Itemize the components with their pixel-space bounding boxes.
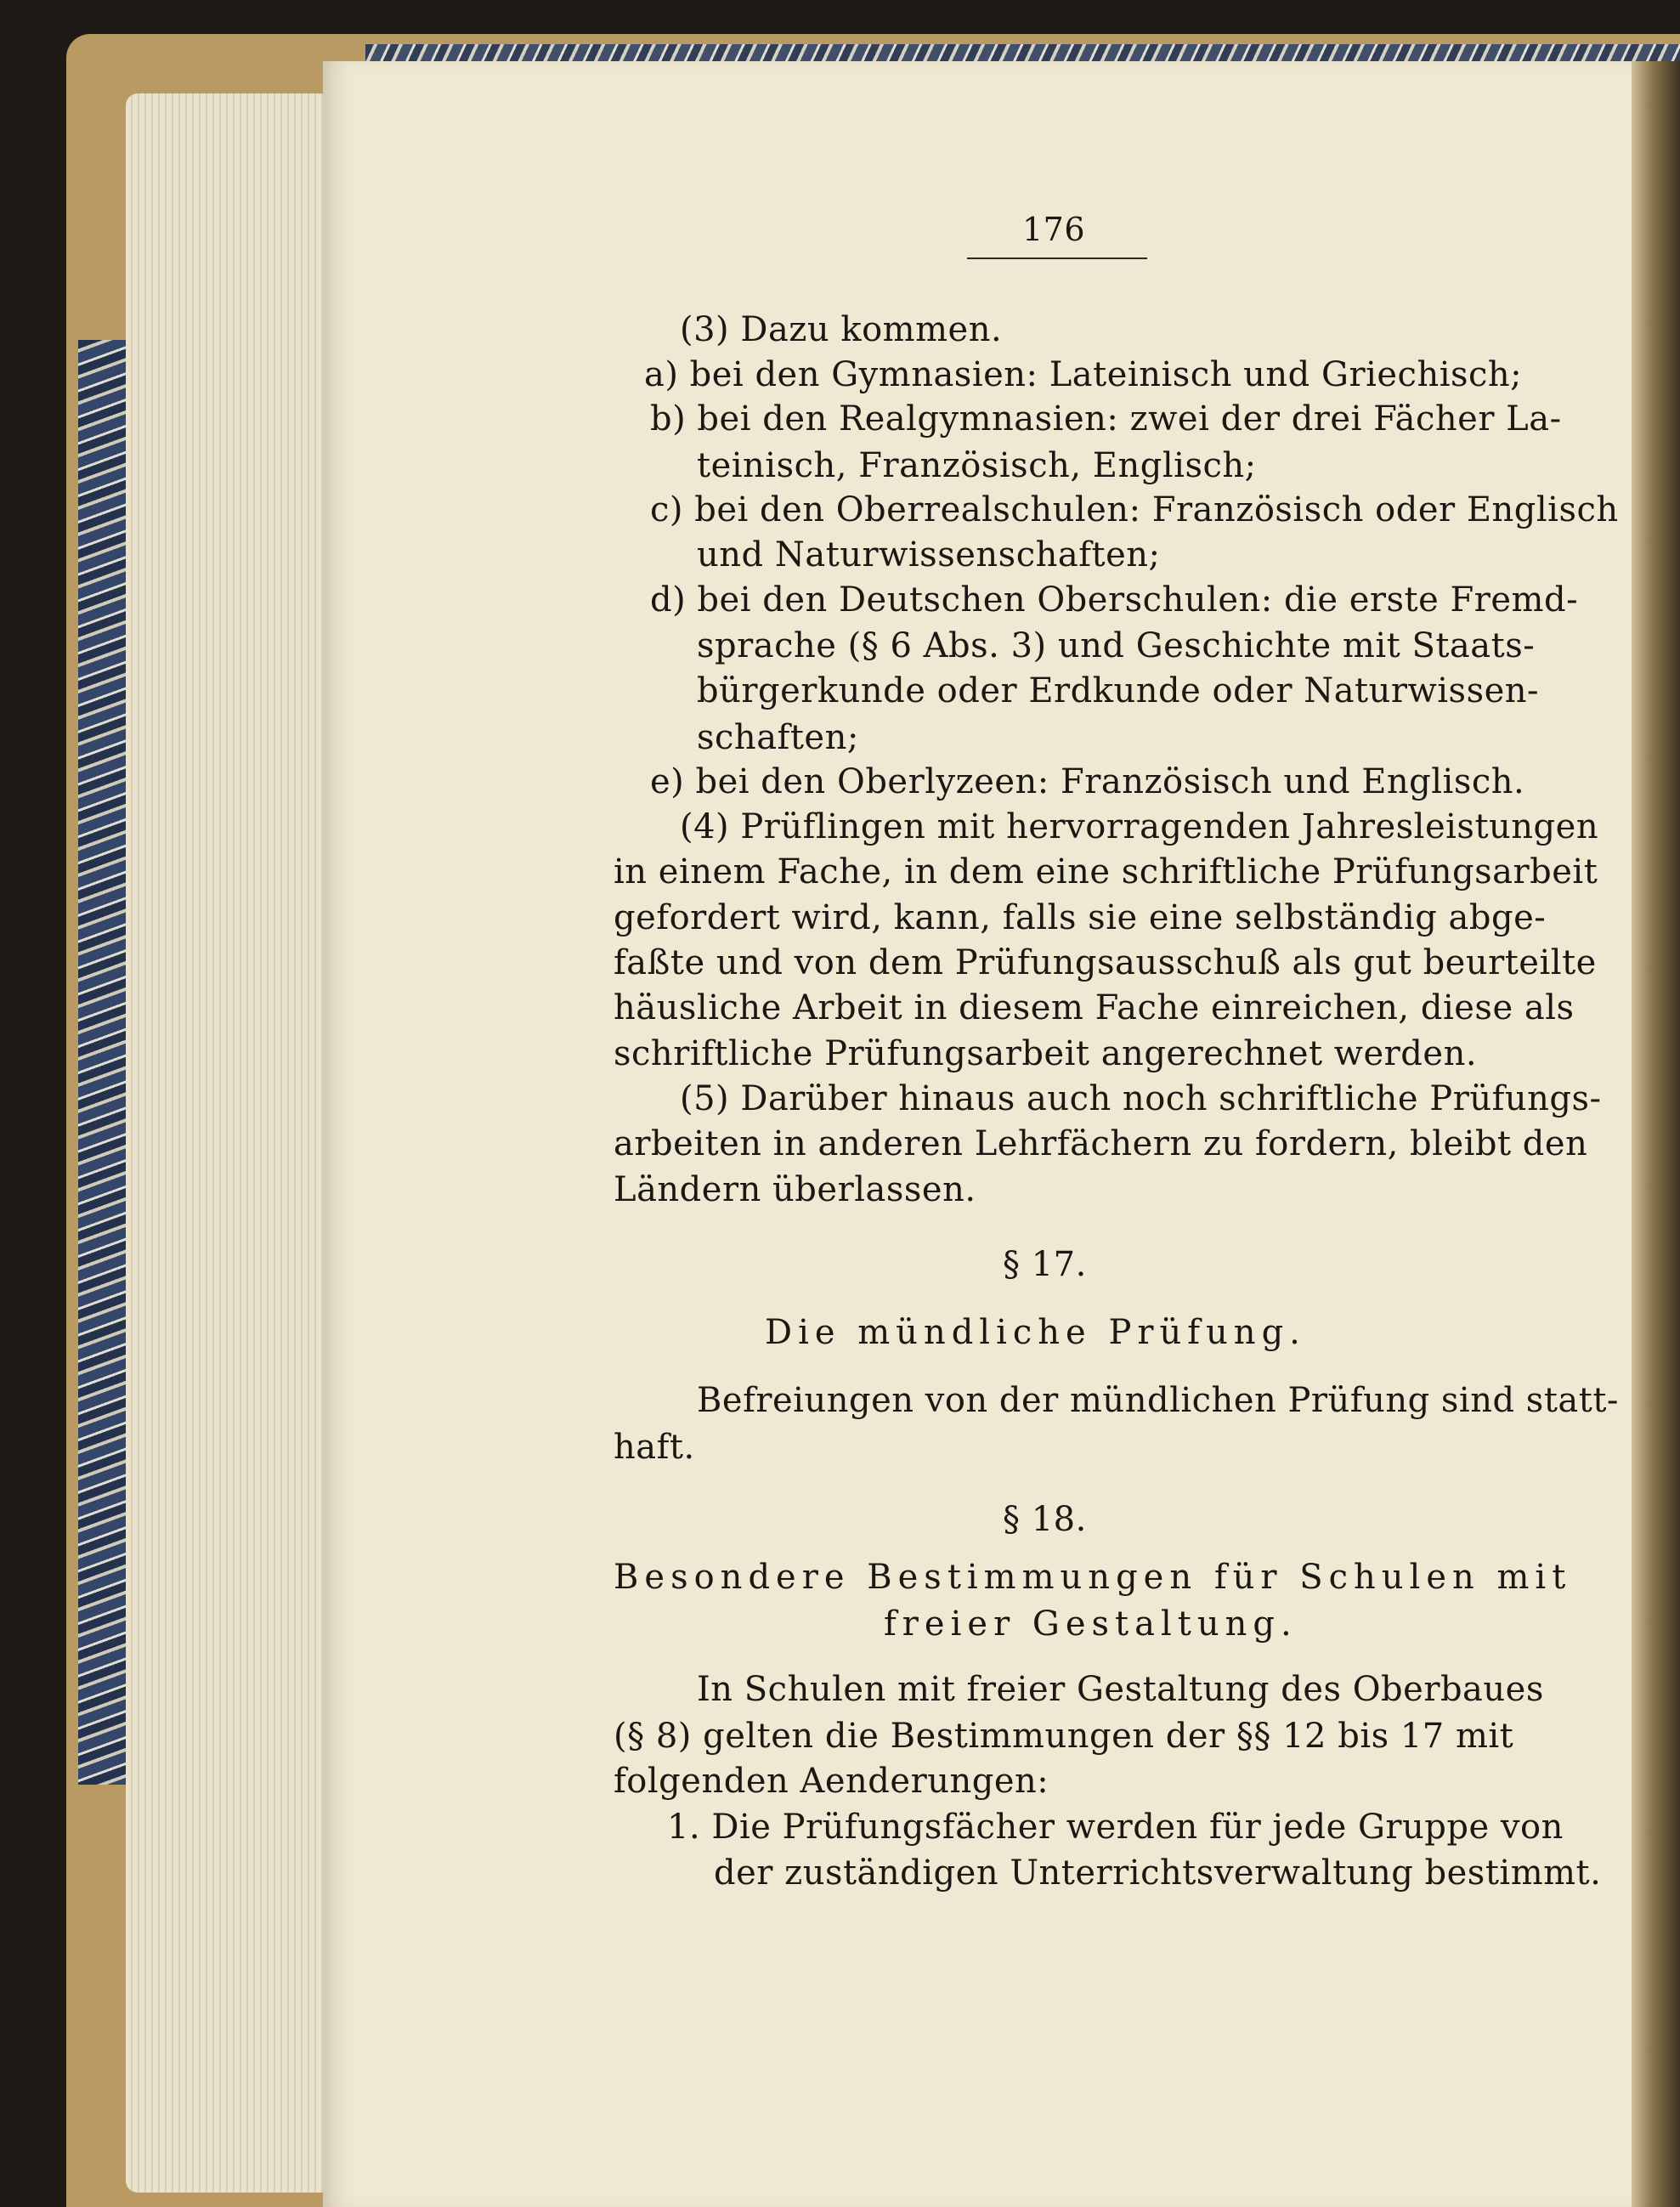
text-line: sprache (§ 6 Abs. 3) und Geschichte mit Staats- <box>697 626 1536 665</box>
section-number: § 18. <box>1003 1500 1087 1539</box>
section-heading: Die mündliche Prüfung. <box>765 1313 1306 1352</box>
text-line: b) bei den Realgymnasien: zwei der drei Fächer La- <box>650 399 1562 439</box>
text-line: bürgerkunde oder Erdkunde oder Naturwissen- <box>697 671 1540 710</box>
text-line: (§ 8) gelten die Bestimmungen der §§ 12 bis 17 mit <box>614 1717 1514 1756</box>
page-number-rule <box>967 257 1147 259</box>
text-line: In Schulen mit freier Gestaltung des Oberbaues <box>697 1670 1544 1709</box>
section-heading: freier Gestaltung. <box>884 1604 1298 1644</box>
section-heading: Besondere Bestimmungen für Schulen mit <box>614 1558 1572 1597</box>
page-number: 176 <box>1021 211 1086 248</box>
text-line: (5) Darüber hinaus auch noch schriftliche Prüfungs- <box>680 1079 1602 1118</box>
section-number: § 17. <box>1003 1245 1087 1284</box>
text-line: schriftliche Prüfungsarbeit angerechnet werden. <box>614 1034 1478 1073</box>
text-line: und Naturwissenschaften; <box>697 535 1161 574</box>
text-line: a) bei den Gymnasien: Lateinisch und Griechisch; <box>644 355 1523 394</box>
binding-shadow <box>1632 61 1680 2207</box>
text-line: c) bei den Oberrealschulen: Französisch oder Englisch <box>650 490 1619 529</box>
text-line: haft. <box>614 1428 695 1467</box>
text-line: Ländern überlassen. <box>614 1170 976 1209</box>
text-line: (4) Prüflingen mit hervorragenden Jahresleistungen <box>680 807 1599 846</box>
text-line: arbeiten in anderen Lehrfächern zu fordern, bleibt den <box>614 1124 1588 1163</box>
text-line: schaften; <box>697 718 859 757</box>
text-line: (3) Dazu kommen. <box>680 310 1003 349</box>
text-line: 1. Die Prüfungsfächer werden für jede Gruppe von <box>667 1808 1564 1847</box>
text-line: d) bei den Deutschen Oberschulen: die erste Fremd- <box>650 580 1579 620</box>
text-line: e) bei den Oberlyzeen: Französisch und Englisch. <box>650 762 1525 801</box>
text-line: folgenden Aenderungen: <box>614 1762 1049 1801</box>
page-edges <box>126 93 347 2193</box>
text-line: faßte und von dem Prüfungsausschuß als gut beurteilte <box>614 943 1597 982</box>
text-line: häusliche Arbeit in diesem Fache einreichen, diese als <box>614 988 1575 1027</box>
text-line: der zuständigen Unterrichtsverwaltung bestimmt. <box>714 1853 1602 1893</box>
text-line: Befreiungen von der mündlichen Prüfung sind statt- <box>697 1381 1619 1420</box>
text-line: in einem Fache, in dem eine schriftliche Prüfungsarbeit <box>614 852 1598 891</box>
text-line: teinisch, Französisch, Englisch; <box>697 446 1257 485</box>
text-line: gefordert wird, kann, falls sie eine selbständig abge- <box>614 898 1547 937</box>
